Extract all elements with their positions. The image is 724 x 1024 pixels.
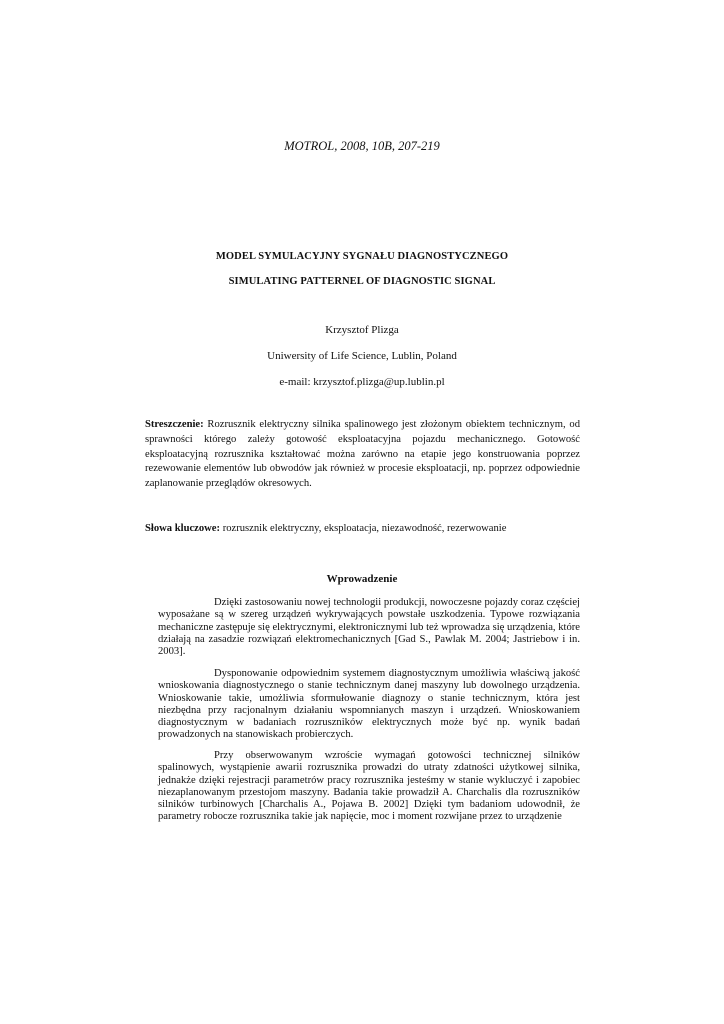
author-email: e-mail: krzysztof.plizga@up.lublin.pl	[279, 376, 445, 388]
intro-paragraph: Dysponowanie odpowiednim systemem diagnostycznym umożliwia właściwą jakość wnioskowania diagnostycznego o stanie technicznym danej maszyny lub dowolnego urządzenia. Wnioskowanie takie, umożliwia sformułowanie diagnozy o stanie technicznym, która jest niezbędna przy racjonalnym działaniu wspomnianych maszyn i urządzeń. Wnioskowaniem diagnostycznym w badaniach rozruszników elektrycznych może być np. wynik badań prowadzonych na stanowiskach probierczych.	[158, 668, 580, 741]
paper-title-english: SIMULATING PATTERNEL OF DIAGNOSTIC SIGNAL	[228, 276, 496, 287]
author-affiliation: Uniwersity of Life Science, Lublin, Poland	[267, 350, 457, 362]
paper-title-polish: MODEL SYMULACYJNY SYGNAŁU DIAGNOSTYCZNEGO	[215, 251, 509, 262]
abstract-label: Streszczenie:	[145, 419, 204, 430]
section-heading-introduction: Wprowadzenie	[326, 573, 398, 585]
keywords-text: rozrusznik elektryczny, eksploatacja, niezawodność, rezerwowanie	[220, 523, 507, 534]
abstract-text: Rozrusznik elektryczny silnika spalinowego jest złożonym obiektem technicznym, od sprawności którego zależy gotowość eksploatacyjna pojazdu mechanicznego. Gotowość eksploatacyjną rozrusznika kształtować można zarówno na etapie jego konstruowania poprzez rezewowanie elementów lub obwodów jak również w procesie eksploatacji, np. poprzez odpowiednie zaplanowanie przeglądów okresowych.	[145, 419, 580, 490]
keywords-label: Słowa kluczowe:	[145, 523, 221, 534]
intro-paragraph-3-block	[158, 750, 580, 824]
intro-paragraph: Przy obserwowanym wzroście wymagań gotowości technicznej silników spalinowych, wystąpienie awarii rozrusznika prowadzi do utraty zdatności użytkowej silnika, jednakże dzięki rejestracji parametrów pracy rozrusznika jesteśmy w stanie wykluczyć i zapobiec niezaplanowanym przestojom maszyny. Badania takie prowadził A. Charchalis dla rozruszników silników turbinowych [Charchalis A., Pojawa B. 2002] Dzięki tym badaniom udowodnił, że parametry robocze rozrusznika takie jak napięcie, moc i moment rozwijane przez to urządzenie	[158, 750, 580, 823]
intro-paragraph-1-block	[158, 597, 580, 658]
journal-reference: MOTROL, 2008, 10B, 207-219	[284, 139, 440, 153]
intro-paragraph-2-block	[158, 668, 580, 742]
author-name: Krzysztof Plizga	[325, 324, 399, 336]
keywords	[145, 523, 585, 534]
abstract	[145, 418, 580, 492]
intro-paragraph: Dzięki zastosowaniu nowej technologii produkcji, nowoczesne pojazdy coraz częściej wyposażane są w szereg urządzeń wykrywających powstałe uszkodzenia. Typowe rozwiązania mechaniczne zastępuje się elektrycznymi, elektronicznymi lub też wprowadza się urządzenia, które działają na zasadzie rozwiązań elektromechanicznych [Gad S., Pawlak M. 2004; Jastriebow i in. 2003].	[158, 597, 580, 658]
